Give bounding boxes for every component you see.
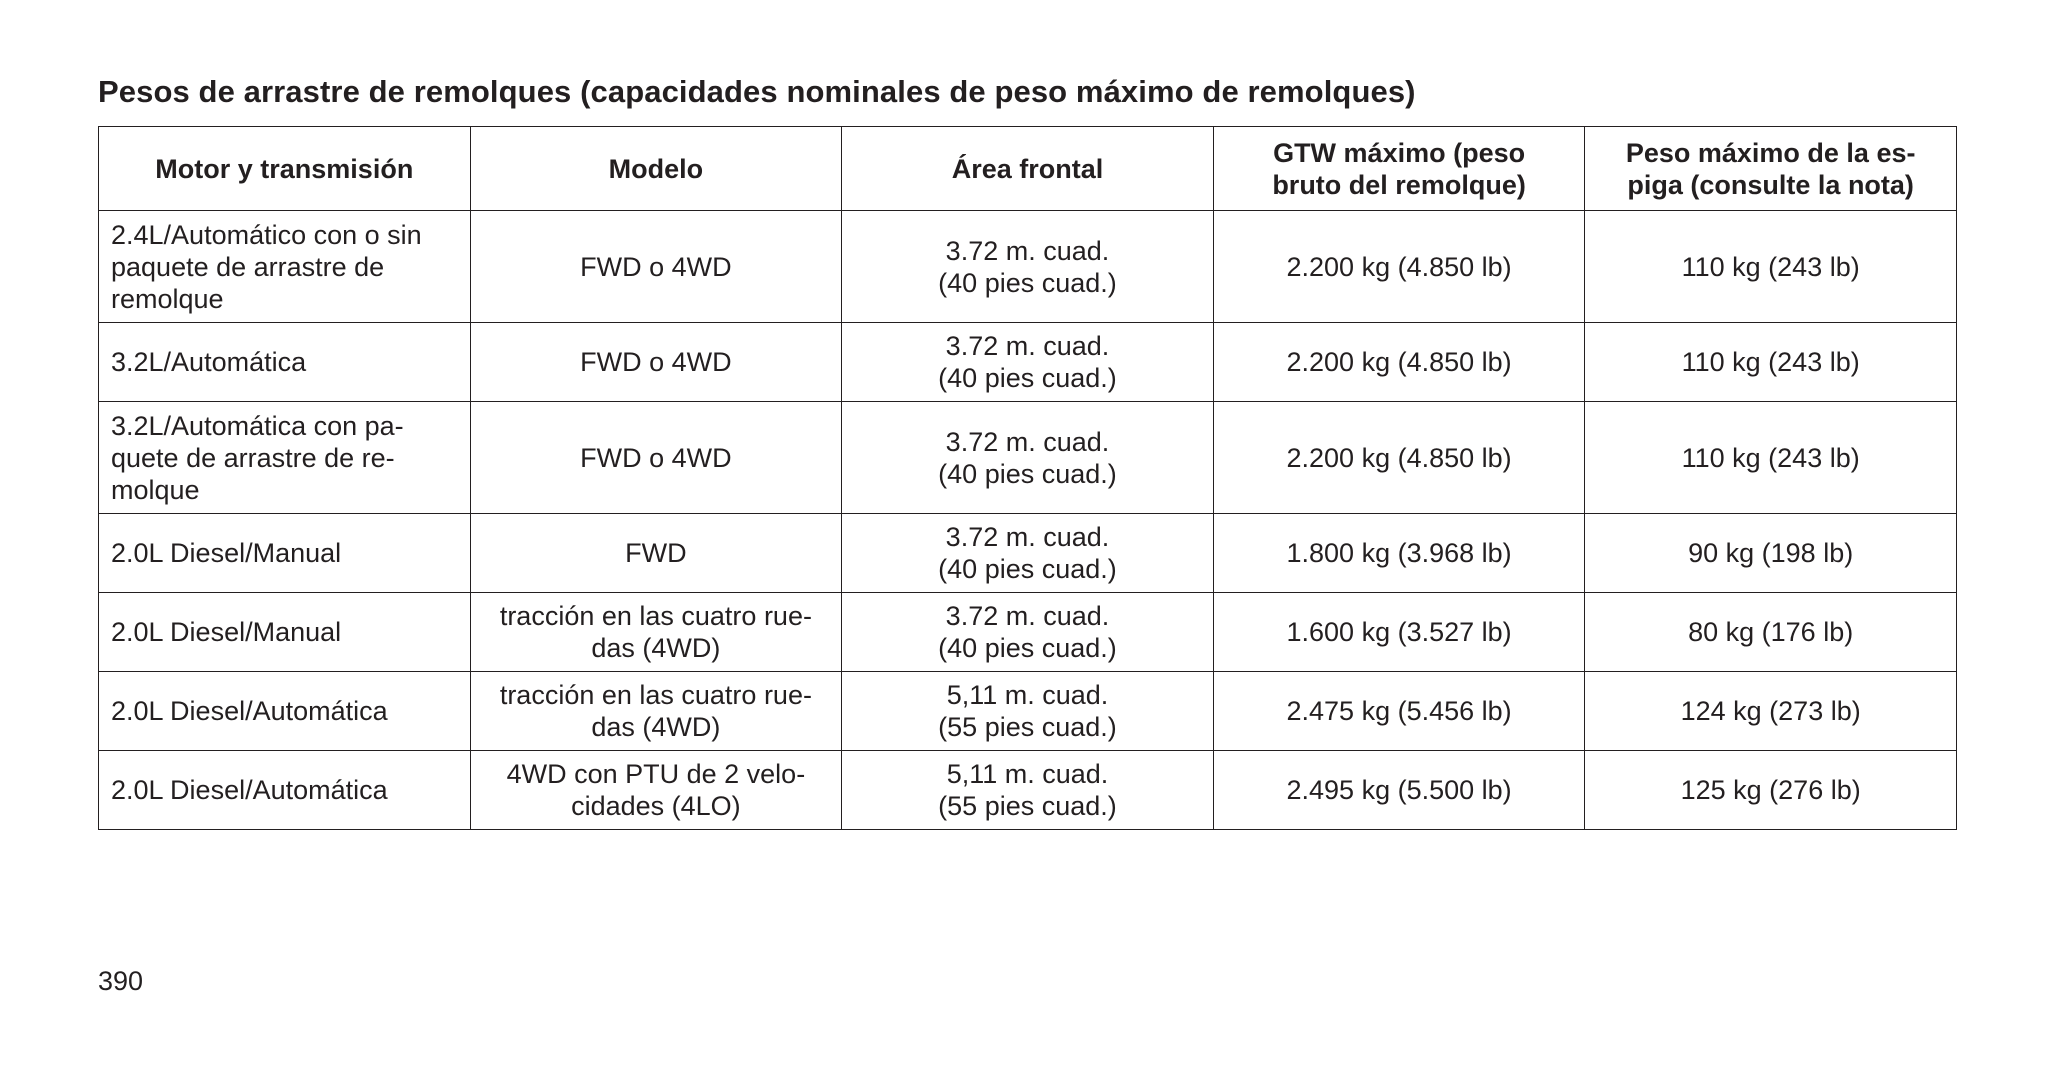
cell-gtw: 2.200 kg (4.850 lb): [1213, 323, 1585, 402]
header-gtw-maximo: GTW máximo (peso bruto del remolque): [1213, 127, 1585, 211]
table-row: [99, 211, 1957, 323]
page-title: Pesos de arrastre de remolques (capacidades nominales de peso máximo de remolques): [98, 74, 1416, 109]
cell-gtw: 2.200 kg (4.850 lb): [1213, 211, 1585, 323]
cell-modelo: tracción en las cuatro rue- das (4WD): [470, 672, 842, 751]
cell-area: 3.72 m. cuad. (40 pies cuad.): [842, 402, 1214, 514]
cell-espiga: 110 kg (243 lb): [1585, 211, 1957, 323]
cell-modelo: FWD o 4WD: [470, 211, 842, 323]
cell-modelo: FWD o 4WD: [470, 323, 842, 402]
cell-motor: 3.2L/Automática con pa- quete de arrastre de re- molque: [99, 402, 471, 514]
cell-gtw: 2.475 kg (5.456 lb): [1213, 672, 1585, 751]
cell-area: 3.72 m. cuad. (40 pies cuad.): [842, 514, 1214, 593]
header-modelo: Modelo: [470, 127, 842, 211]
table-row: [99, 672, 1957, 751]
cell-area: 3.72 m. cuad. (40 pies cuad.): [842, 211, 1214, 323]
cell-espiga: 124 kg (273 lb): [1585, 672, 1957, 751]
table-row: [99, 514, 1957, 593]
header-motor-transmision: Motor y transmisión: [99, 127, 471, 211]
cell-espiga: 90 kg (198 lb): [1585, 514, 1957, 593]
cell-area: 3.72 m. cuad. (40 pies cuad.): [842, 323, 1214, 402]
header-area-frontal: Área frontal: [842, 127, 1214, 211]
cell-modelo: FWD: [470, 514, 842, 593]
cell-gtw: 1.800 kg (3.968 lb): [1213, 514, 1585, 593]
page-number: 390: [98, 966, 144, 996]
cell-motor: 2.0L Diesel/Automática: [99, 751, 471, 830]
cell-gtw: 2.200 kg (4.850 lb): [1213, 402, 1585, 514]
table-header-row: [99, 127, 1957, 211]
cell-area: 5,11 m. cuad. (55 pies cuad.): [842, 672, 1214, 751]
cell-modelo: FWD o 4WD: [470, 402, 842, 514]
cell-motor: 2.0L Diesel/Automática: [99, 672, 471, 751]
cell-espiga: 110 kg (243 lb): [1585, 323, 1957, 402]
cell-motor: 2.0L Diesel/Manual: [99, 593, 471, 672]
cell-espiga: 80 kg (176 lb): [1585, 593, 1957, 672]
cell-modelo: tracción en las cuatro rue- das (4WD): [470, 593, 842, 672]
table-row: [99, 323, 1957, 402]
table-row: [99, 593, 1957, 672]
header-peso-espiga: Peso máximo de la es- piga (consulte la nota): [1585, 127, 1957, 211]
cell-gtw: 1.600 kg (3.527 lb): [1213, 593, 1585, 672]
cell-motor: 2.4L/Automático con o sin paquete de arrastre de remolque: [99, 211, 471, 323]
towing-weights-table: [98, 126, 1957, 830]
cell-area: 5,11 m. cuad. (55 pies cuad.): [842, 751, 1214, 830]
table-row: [99, 751, 1957, 830]
cell-modelo: 4WD con PTU de 2 velo- cidades (4LO): [470, 751, 842, 830]
cell-motor: 2.0L Diesel/Manual: [99, 514, 471, 593]
cell-gtw: 2.495 kg (5.500 lb): [1213, 751, 1585, 830]
cell-espiga: 110 kg (243 lb): [1585, 402, 1957, 514]
cell-area: 3.72 m. cuad. (40 pies cuad.): [842, 593, 1214, 672]
table-row: [99, 402, 1957, 514]
cell-motor: 3.2L/Automática: [99, 323, 471, 402]
cell-espiga: 125 kg (276 lb): [1585, 751, 1957, 830]
